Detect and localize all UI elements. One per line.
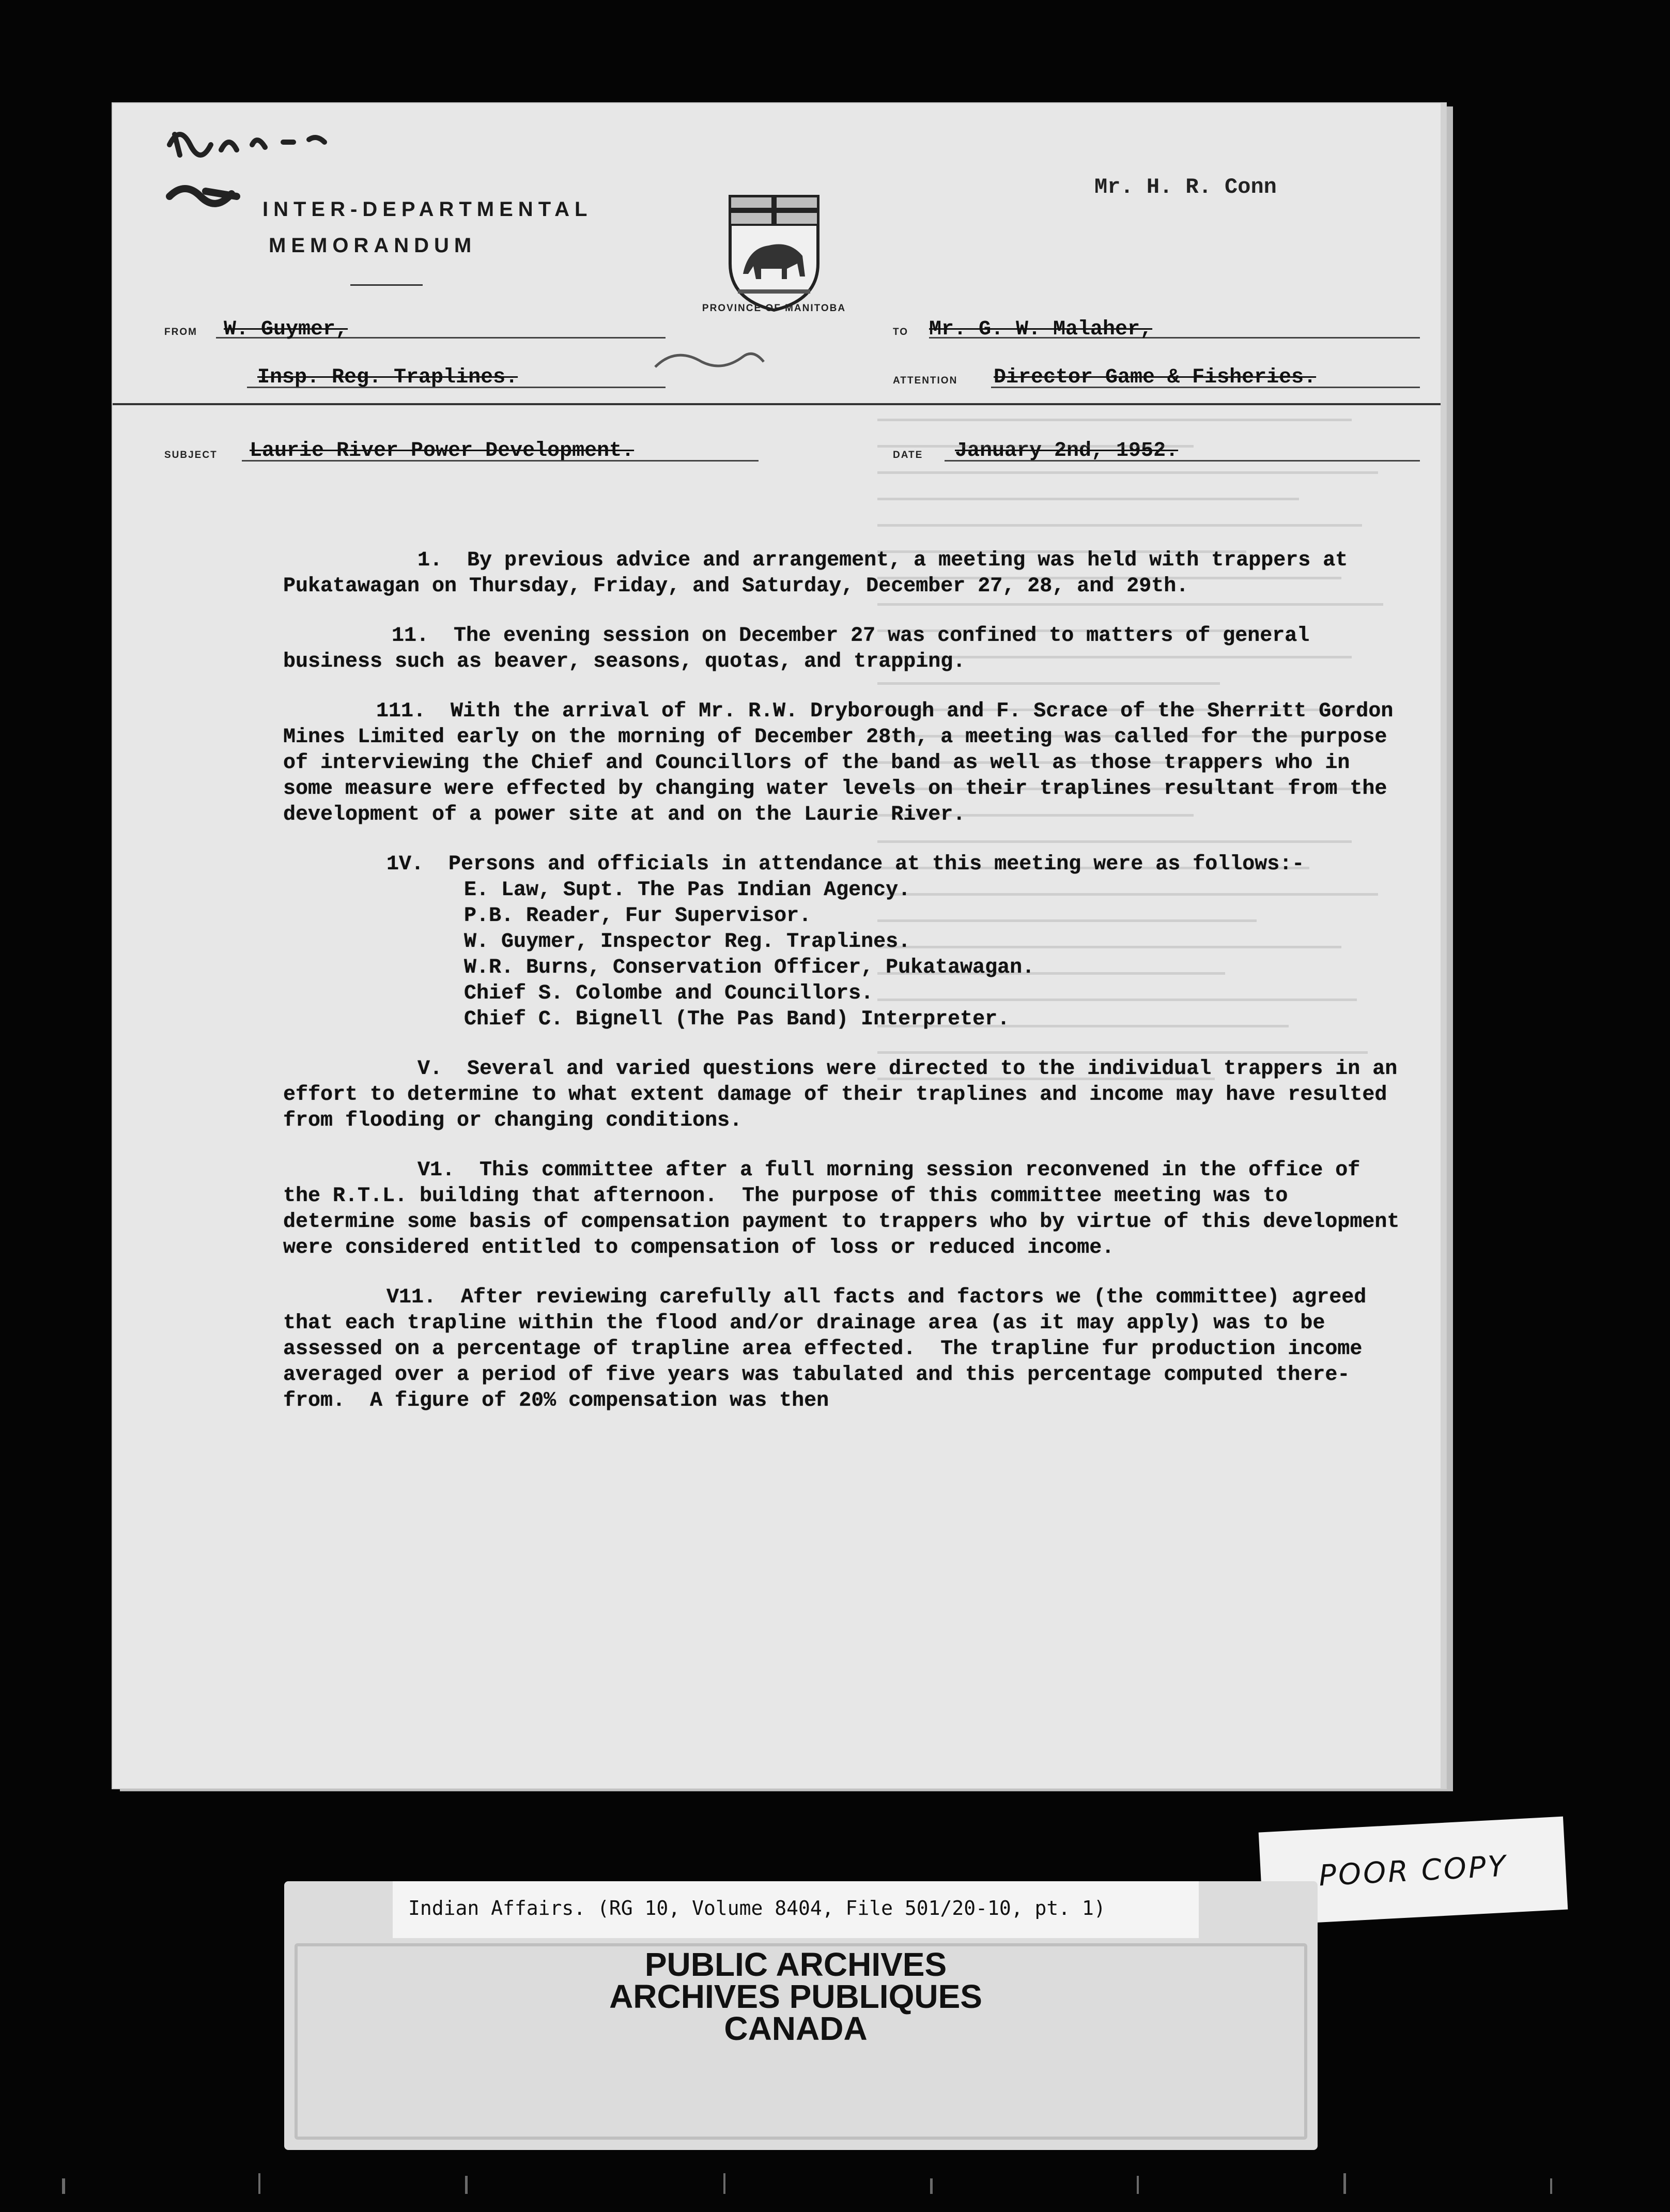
subject-label: SUBJECT	[164, 450, 218, 460]
to-value: Mr. G. W. Malaher,	[929, 318, 1153, 341]
paragraph-7: V11. After reviewing carefully all facts and factors we (the committee) agreed that each trapline within the flood and/or drainage area (as it may apply) was to be assessed on a percentage of trapline area effected. The trapline fur production income averaged over a period of five years was tabulated and this percentage computed there-from. A figure of 20% compensation was then	[283, 1286, 1379, 1412]
archive-stamp-line3: CANADA	[724, 2010, 868, 2047]
paragraph-4: 1V. Persons and officials in attendance at this meeting were as follows:-	[386, 853, 1305, 876]
attendee-list	[464, 878, 1410, 1033]
cc-recipient: Mr. H. R. Conn	[1094, 175, 1277, 199]
archive-stamp-line2: ARCHIVES PUBLIQUES	[609, 1978, 982, 2015]
date-label: DATE	[893, 450, 923, 460]
archive-label-card	[284, 1881, 1318, 2150]
attendee-item: W.R. Burns, Conservation Officer, Pukatawagan.	[464, 956, 1035, 979]
attendee-item: Chief C. Bignell (The Pas Band) Interpreter.	[464, 1008, 1010, 1031]
letterhead-title	[262, 191, 592, 286]
header-divider	[113, 403, 1441, 405]
attention-value: Director Game & Fisheries.	[994, 366, 1317, 389]
letterhead-line1: INTER-DEPARTMENTAL	[262, 198, 593, 221]
attendee-item: Chief S. Colombe and Councillors.	[464, 982, 874, 1005]
letterhead-line2: MEMORANDUM	[269, 234, 477, 257]
from-value: W. Guymer,	[224, 318, 348, 341]
paragraph-2: 11. The evening session on December 27 was confined to matters of general business such as beaver, seasons, quotas, and trapping.	[283, 624, 1322, 673]
manitoba-crest-icon	[720, 186, 828, 315]
subject-value: Laurie River Power Development.	[250, 439, 635, 463]
poor-copy-note: POOR COPY	[1259, 1817, 1568, 1926]
attendee-item: P.B. Reader, Fur Supervisor.	[464, 904, 812, 928]
attention-label: ATTENTION	[893, 375, 958, 386]
film-edge-specks	[0, 2158, 1670, 2209]
to-label: TO	[893, 327, 909, 337]
paragraph-6: V1. This committee after a full morning session reconvened in the office of the R.T.L. building that afternoon. The purpose of this committee meeting was to determine some basis of compensation payment to trappers who by virtue of this development were considered entitled to compensation of loss or reduced income.	[283, 1159, 1412, 1259]
archive-reference: Indian Affairs. (RG 10, Volume 8404, File 501/20-10, pt. 1)	[408, 1897, 1106, 1919]
paragraph-5: V. Several and varied questions were directed to the individual trappers in an effort to determine to what extent damage of their traplines and income may have resulted from flooding or changing conditions.	[283, 1057, 1410, 1132]
from-title: Insp. Reg. Traplines.	[257, 366, 518, 389]
paragraph-1: 1. By previous advice and arrangement, a meeting was held with trappers at Pukatawagan on Thursday, Friday, and Saturday, December 27, 28, and 29th.	[283, 549, 1360, 598]
paragraph-3: 111. With the arrival of Mr. R.W. Dryborough and F. Scrace of the Sherritt Gordon Mines Limited early on the morning of December 28th, a meeting was called for the purpose of interviewing the Chief and Councillors of the band as well as those trappers who in some measure were effected by changing water levels on their traplines resultant from the development of a power site at and on the Laurie River.	[283, 700, 1406, 826]
date-value: January 2nd, 1952.	[955, 439, 1179, 463]
attendee-item: E. Law, Supt. The Pas Indian Agency.	[464, 879, 911, 902]
handwritten-mark	[650, 341, 784, 382]
memo-body	[283, 548, 1410, 1438]
letterhead-rule	[350, 284, 423, 286]
attendee-item: W. Guymer, Inspector Reg. Traplines.	[464, 930, 911, 954]
archive-reference-tab	[393, 1881, 1199, 1938]
archive-stamp-line1: PUBLIC ARCHIVES	[644, 1946, 947, 1983]
from-label: FROM	[164, 327, 197, 337]
archive-stamp	[393, 1948, 1199, 2045]
memo-page	[113, 103, 1446, 1788]
province-label: PROVINCE OF MANITOBA	[702, 303, 846, 314]
